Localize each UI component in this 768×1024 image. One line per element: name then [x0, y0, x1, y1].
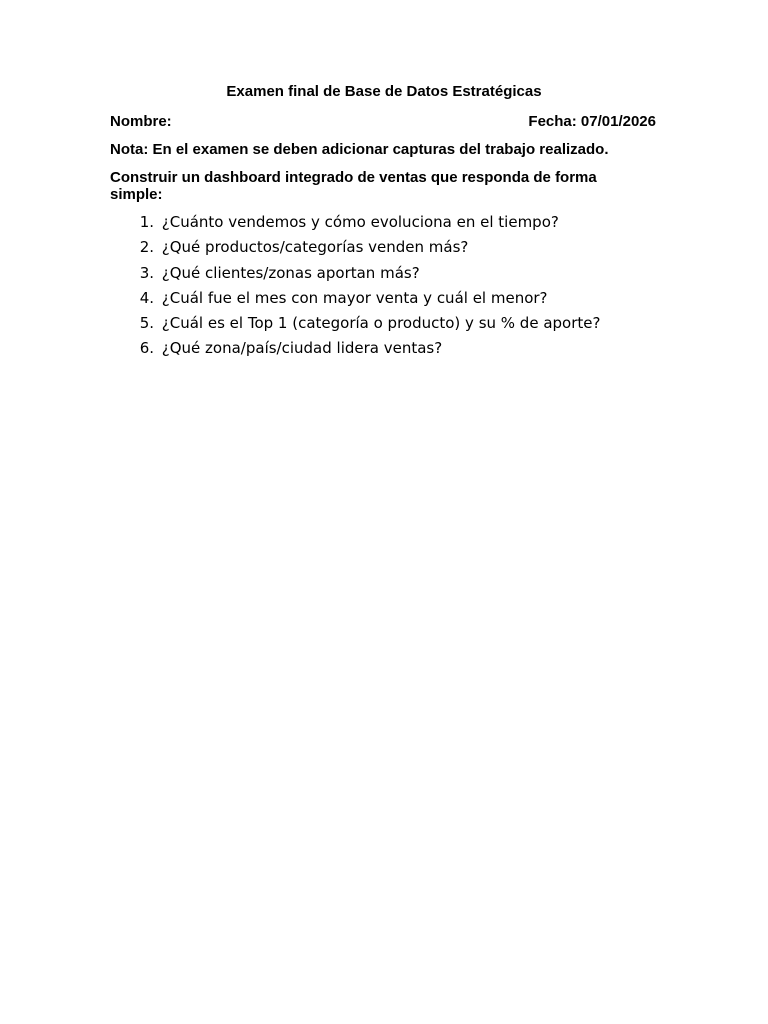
list-item [110, 312, 670, 337]
question-number: 4. [139, 288, 154, 307]
question-text: ¿Qué productos/categorías venden más? [161, 238, 469, 257]
list-item [110, 211, 670, 236]
question-text: ¿Qué zona/país/ciudad lidera ventas? [161, 339, 443, 358]
question-text: ¿Cuánto vendemos y cómo evoluciona en el tiempo? [161, 213, 559, 231]
question-list [110, 211, 670, 363]
list-item [110, 262, 670, 287]
question-text: ¿Cuál es el Top 1 (categoría o producto) y su % de aporte? [161, 314, 601, 333]
document-title: Examen final de Base de Datos Estratégicas [226, 83, 542, 100]
question-number: 2. [139, 238, 154, 257]
date-label: Fecha: 07/01/2026 [528, 113, 656, 130]
question-text: ¿Cuál fue el mes con mayor venta y cuál el menor? [161, 288, 548, 307]
question-number: 6. [139, 339, 154, 358]
question-number: 5. [139, 314, 154, 333]
question-number: 3. [139, 263, 154, 282]
exam-instruction: Construir un dashboard integrado de ventas que responda de forma simple: [110, 169, 597, 203]
name-label: Nombre: [110, 113, 172, 130]
list-item [110, 287, 670, 312]
question-text: ¿Qué clientes/zonas aportan más? [161, 263, 420, 282]
list-item [110, 236, 670, 261]
header-row [110, 113, 656, 131]
exam-note: Nota: En el examen se deben adicionar capturas del trabajo realizado. [110, 141, 609, 158]
list-item [110, 337, 670, 362]
question-number: 1. [139, 213, 154, 231]
